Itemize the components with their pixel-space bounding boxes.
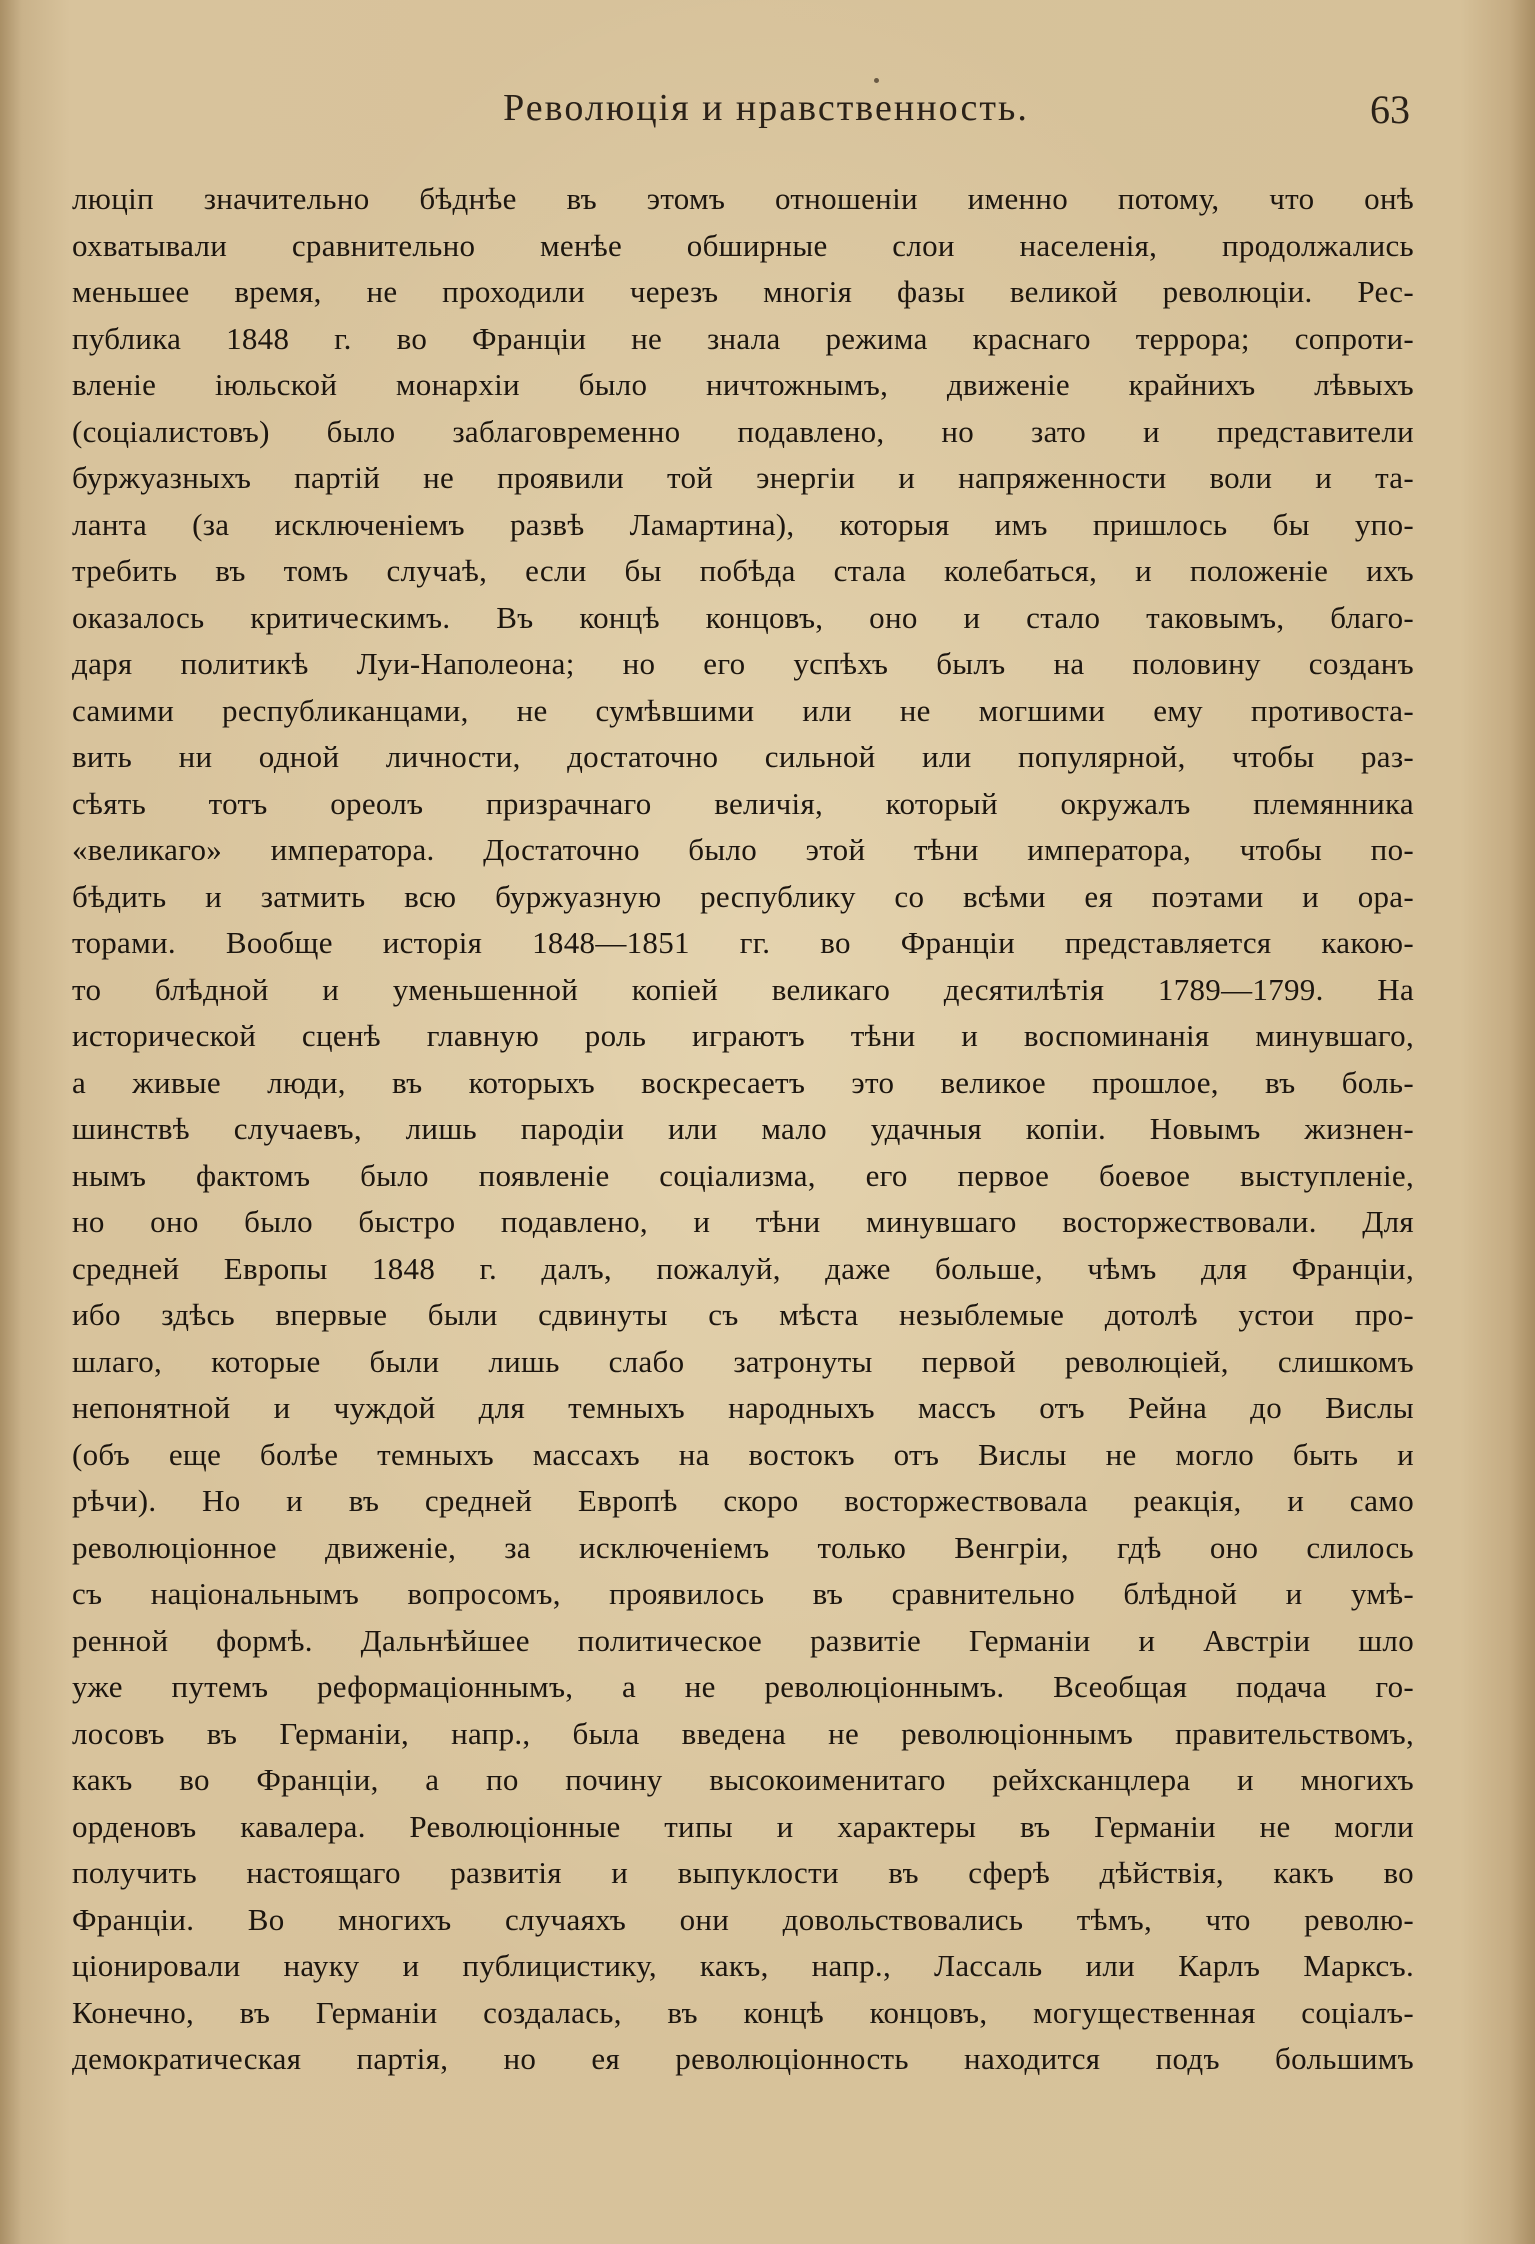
text-line: съ національнымъ вопросомъ, проявилось въ сравнительно блѣдной и умѣ- [72, 1576, 1414, 1611]
text-line: революціонное движеніе, за исключеніемъ только Венгріи, гдѣ оно слилось [72, 1529, 1414, 1565]
text-line: Конечно, въ Германіи создалась, въ концѣ концовъ, могущественная соціалъ- [72, 1994, 1414, 2030]
text-line: (объ еще болѣе темныхъ массахъ на востокъ отъ Вислы не могло быть и [72, 1436, 1414, 1472]
text-line [72, 2083, 1414, 2130]
text-line: Франціи. Во многихъ случаяхъ они довольствовались тѣмъ, что револю- [72, 1901, 1414, 1937]
text-line: орденовъ кавалера. Революціонные типы и характеры въ Германіи не могли [72, 1808, 1414, 1844]
text-line: уже путемъ реформаціоннымъ, а не революціоннымъ. Всеобщая подача го- [72, 1669, 1414, 1704]
text-line: буржуазныхъ партій не проявили той энергіи и напряженности воли и та- [72, 460, 1414, 495]
text-line: (соціалистовъ) было заблаговременно подавлено, но зато и представители [72, 413, 1414, 449]
text-line: какъ во Франціи, а по почину высокоименитаго рейхсканцлера и многихъ [72, 1762, 1414, 1797]
text-line: исторической сценѣ главную роль играютъ тѣни и воспоминанія минувшаго, [72, 1018, 1414, 1053]
text-line: самими республиканцами, не сумѣвшими или не могшими ему противоста- [72, 692, 1414, 728]
body-text [72, 176, 1414, 2129]
text-line: рѣчи). Но и въ средней Европѣ скоро восторжествовала реакція, и само [72, 1483, 1414, 1518]
text-line: ибо здѣсь впервые были сдвинуты съ мѣста незыблемые дотолѣ устои про- [72, 1297, 1414, 1332]
text-line: шлаго, которые были лишь слабо затронуты первой революціей, слишкомъ [72, 1343, 1414, 1379]
text-line: «великаго» императора. Достаточно было этой тѣни императора, чтобы по- [72, 832, 1414, 867]
text-line: торами. Вообще исторія 1848—1851 гг. во Франціи представляется какою- [72, 925, 1414, 960]
running-header [70, 86, 1410, 142]
text-line: оказалось критическимъ. Въ концѣ концовъ, оно и стало таковымъ, благо- [72, 599, 1414, 635]
text-line: получить настоящаго развитія и выпуклости въ сферѣ дѣйствія, какъ во [72, 1855, 1414, 1890]
text-line: бѣдить и затмить всю буржуазную республику со всѣми ея поэтами и ора- [72, 878, 1414, 914]
text-line: вленіе іюльской монархіи было ничтожнымъ, движеніе крайнихъ лѣвыхъ [72, 367, 1414, 402]
text-line: публика 1848 г. во Франціи не знала режима краснаго террора; сопроти- [72, 320, 1414, 356]
page-number: 63 [1370, 87, 1410, 132]
text-line: ланта (за исключеніемъ развѣ Ламартина), которыя имъ пришлось бы упо- [72, 506, 1414, 542]
text-line: сѣять тотъ ореолъ призрачнаго величія, который окружалъ племянника [72, 785, 1414, 821]
text-line: лосовъ въ Германіи, напр., была введена не революціоннымъ правительствомъ, [72, 1715, 1414, 1751]
text-line: шинствѣ случаевъ, лишь пародіи или мало удачныя копіи. Новымъ жизнен- [72, 1111, 1414, 1146]
text-line: требить въ томъ случаѣ, если бы побѣда стала колебаться, и положеніе ихъ [72, 553, 1414, 588]
text-line: демократическая партія, но ея революціонность находится подъ большимъ [72, 2041, 1414, 2076]
text-line: но оно было быстро подавлено, и тѣни минувшаго восторжествовали. Для [72, 1204, 1414, 1239]
text-line: непонятной и чуждой для темныхъ народныхъ массъ отъ Рейна до Вислы [72, 1390, 1414, 1425]
text-line: ціонировали науку и публицистику, какъ, напр., Лассаль или Карлъ Марксъ. [72, 1948, 1414, 1983]
text-line: охватывали сравнительно менѣе обширные слои населенія, продолжались [72, 227, 1414, 263]
text-line: вить ни одной личности, достаточно сильной или популярной, чтобы раз- [72, 739, 1414, 774]
running-title: Революція и нравственность. [503, 87, 1029, 129]
text-line: нымъ фактомъ было появленіе соціализма, его первое боевое выступленіе, [72, 1157, 1414, 1193]
text-line: люціп значительно бѣднѣе въ этомъ отношеніи именно потому, что онѣ [72, 181, 1414, 216]
text-line: средней Европы 1848 г. далъ, пожалуй, даже больше, чѣмъ для Франціи, [72, 1250, 1414, 1286]
text-line: даря политикѣ Луи-Наполеона; но его успѣхъ былъ на половину созданъ [72, 646, 1414, 681]
ink-speck [874, 78, 879, 83]
text-line: а живые люди, въ которыхъ воскресаетъ это великое прошлое, въ боль- [72, 1064, 1414, 1100]
text-line: меньшее время, не проходили черезъ многія фазы великой революціи. Рес- [72, 274, 1414, 309]
text-line: то блѣдной и уменьшенной копіей великаго десятилѣтія 1789—1799. На [72, 971, 1414, 1007]
text-line: ренной формѣ. Дальнѣйшее политическое развитіе Германіи и Австріи шло [72, 1622, 1414, 1658]
